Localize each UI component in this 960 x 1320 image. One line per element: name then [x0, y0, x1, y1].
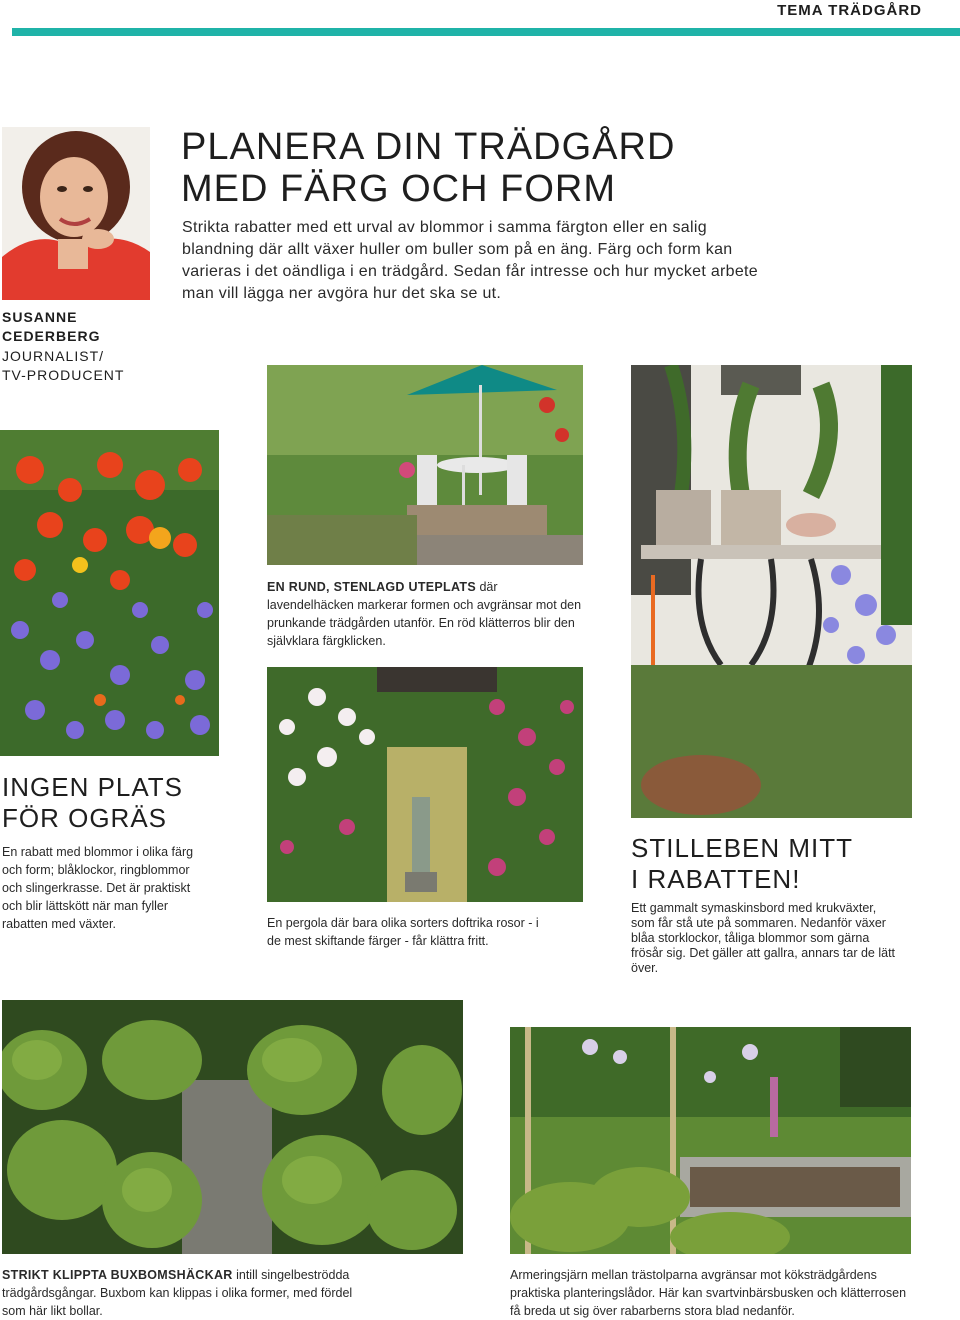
article-title: [181, 126, 675, 210]
kitchen-garden-photo: [510, 1027, 911, 1254]
boxwood-caption-bold: STRIKT KLIPPTA BUXBOMSHÄCKAR: [2, 1268, 233, 1282]
patio-caption-bold: EN RUND, STENLAGD UTEPLATS: [267, 580, 476, 594]
author-name-line2: CEDERBERG: [2, 328, 101, 344]
article-title-line1: PLANERA DIN TRÄDGÅRD: [181, 126, 676, 168]
author-portrait: [2, 127, 150, 300]
article-title-line2: MED FÄRG OCH FORM: [181, 168, 616, 210]
accent-bar: [12, 28, 960, 36]
boxwood-caption: [2, 1266, 362, 1320]
boxwood-caption-text: intill singelbeströdda trädgårdsgångar. Buxbom kan klippas i olika former, med fördel som här likt bollar.: [2, 1268, 353, 1318]
author-role-line2: TV-PRODUCENT: [2, 367, 125, 383]
sewing-table-photo: [631, 365, 912, 818]
ogras-text: En rabatt med blommor i olika färg och form; blåklockor, ringblommor och slingerkrasse. Det är praktiskt och blir lättskött när man fyller rabatten med växter.: [2, 845, 194, 931]
ogras-title: [2, 772, 183, 834]
pergola-caption: En pergola där bara olika sorters doftrika rosor - i de mest skiftande färger - får klättra fritt.: [267, 916, 539, 948]
patio-photo: [267, 365, 583, 565]
stilleben-title: [631, 833, 853, 895]
stilleben-text: Ett gammalt symaskinsbord med krukväxter, som får stå ute på sommaren. Nedanför växer blåa storklockor, tåliga blommor som gärna frösår sig. Det gäller att gallra, annars tar de lätt över.: [631, 901, 896, 975]
patio-caption-text: där lavendelhäcken markerar formen och avgränsar mot den prunkande trädgården utanför. En röd klätterros blir den självklara färgklicken.: [267, 580, 582, 648]
section-tag: TEMA TRÄDGÅRD: [777, 2, 922, 19]
patio-caption: [267, 578, 585, 650]
stilleben-title-line1: STILLEBEN MITT: [631, 833, 854, 863]
ogras-title-line2: FÖR OGRÄS: [2, 803, 168, 833]
stilleben-title-line2: I RABATTEN!: [631, 864, 801, 894]
kitchen-garden-caption: Armeringsjärn mellan trästolparna avgränsar mot köksträdgårdens praktiska planteringslådor. Här kan svartvinbärsbusken och klätterrosen få breda ut sig över rabarberns stora blad nedanför.: [510, 1268, 907, 1318]
ogras-title-line1: INGEN PLATS: [2, 772, 184, 802]
author-name-line1: SUSANNE: [2, 309, 78, 325]
flower-bed-photo: [0, 430, 219, 756]
boxwood-photo: [2, 1000, 463, 1254]
author-role-line1: JOURNALIST/: [2, 348, 105, 364]
pergola-photo: [267, 667, 583, 902]
article-lead: Strikta rabatter med ett urval av blommor i samma färgton eller en salig blandning där allt växer huller om buller som på en äng. Färg och form kan varieras i det oändliga i en trädgård. Sedan får intresse och hur mycket arbete man vill lägga ner avgöra hur det ska se ut.: [182, 219, 759, 302]
